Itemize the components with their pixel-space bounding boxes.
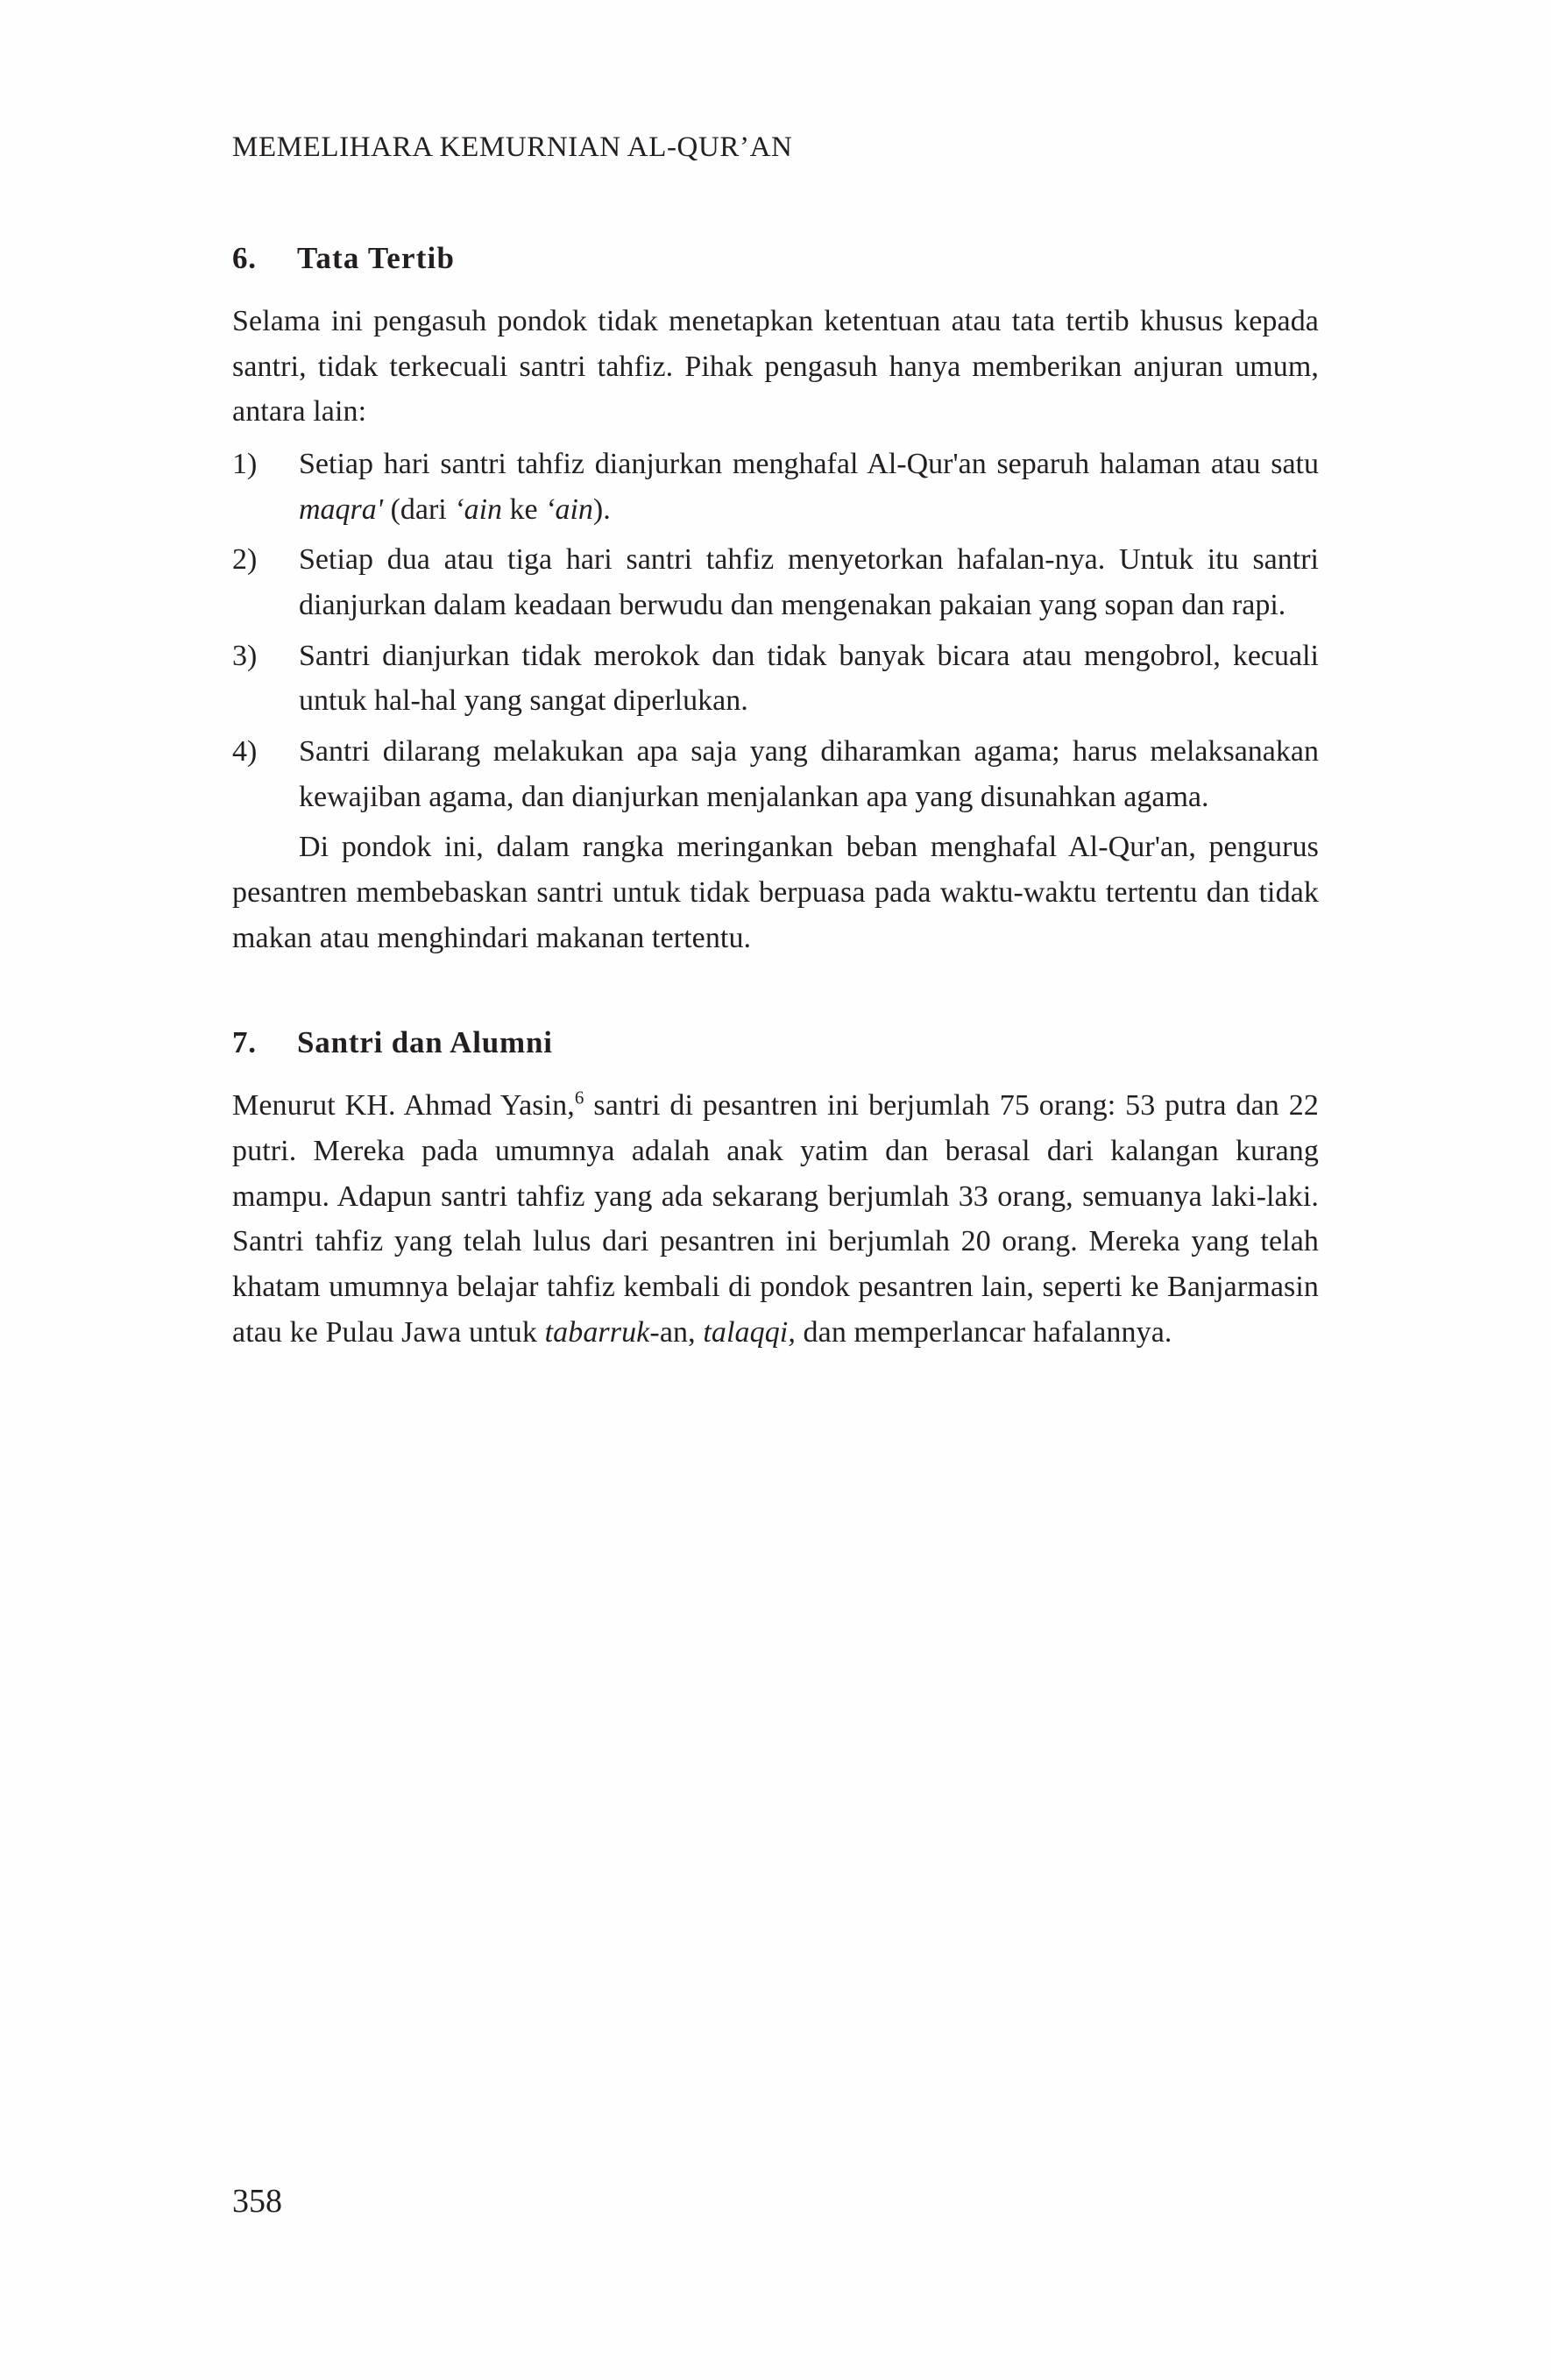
text-run-italic: maqra' bbox=[299, 492, 384, 526]
list-item bbox=[232, 729, 1319, 819]
list-item-text: Setiap dua atau tiga hari santri tahfiz menyetorkan hafalan-nya. Untuk itu santri dianjurkan dalam keadaan berwudu dan mengenakan pakaian yang sopan dan rapi. bbox=[299, 543, 1319, 622]
text-run: ke bbox=[502, 492, 546, 526]
text-run-italic: tabarruk bbox=[544, 1315, 650, 1349]
text-run: Menurut KH. Ahmad Yasin, bbox=[232, 1089, 575, 1123]
paragraph-closing: Di pondok ini, dalam rangka meringankan beban menghafal Al-Qur'an, pengurus pesantren membebaskan santri untuk tidak berpuasa pada waktu-waktu tertentu dan tidak makan atau menghindari makanan tertentu. bbox=[232, 831, 1319, 954]
numbered-list bbox=[232, 442, 1319, 819]
list-marker: 1) bbox=[232, 448, 258, 481]
section-heading-6 bbox=[232, 241, 1319, 276]
list-item bbox=[232, 537, 1319, 627]
paragraph bbox=[232, 1083, 1319, 1355]
text-run: santri di pesantren ini berjumlah 75 orang: 53 putra dan 22 putri. Mereka pada umumnya adalah anak yatim dan berasal dari kalangan kurang mampu. Adapun santri tahfiz yang ada sekarang berjumlah 33 orang, semuanya laki-laki. Santri tahfiz yang telah lulus dari pesantren ini berjumlah 20 orang. Mereka yang telah khatam umumnya belajar tahfiz kembali di pondok pesantren lain, seperti ke Banjarmasin atau ke Pulau Jawa untuk bbox=[232, 1089, 1319, 1349]
list-item-text: Santri dilarang melakukan apa saja yang diharamkan agama; harus melaksanakan kewajiban agama, dan dianjurkan menjalankan apa yang disunahkan agama. bbox=[299, 735, 1319, 813]
text-run: Setiap hari santri tahfiz dianjurkan menghafal Al-Qur'an separuh halaman atau satu bbox=[299, 448, 1319, 481]
text-run-italic: talaqqi, bbox=[703, 1315, 796, 1349]
text-run: (dari bbox=[383, 492, 455, 526]
running-head bbox=[232, 131, 1319, 164]
page-number: 358 bbox=[232, 2183, 282, 2220]
list-marker: 4) bbox=[232, 735, 258, 769]
text-run: dan memperlancar hafalannya. bbox=[795, 1315, 1172, 1349]
section-number: 6. bbox=[232, 241, 257, 275]
text-run-italic: ‘ain bbox=[545, 492, 593, 526]
paragraph: Selama ini pengasuh pondok tidak menetapkan ketentuan atau tata tertib khusus kepada santri, tidak terkecuali santri tahfiz. Pihak pengasuh hanya memberikan anjuran umum, antara lain: bbox=[232, 305, 1319, 429]
list-item bbox=[232, 442, 1319, 532]
text-run: -an, bbox=[649, 1315, 704, 1349]
section-title: Tata Tertib bbox=[297, 241, 456, 275]
section-number: 7. bbox=[232, 1025, 257, 1060]
section-heading-7 bbox=[232, 1025, 1319, 1060]
list-item-text: Santri dianjurkan tidak merokok dan tidak banyak bicara atau mengobrol, kecuali untuk hal-hal yang sangat diperlukan. bbox=[299, 639, 1319, 718]
footnote-reference: 6 bbox=[574, 1087, 584, 1109]
list-item-text bbox=[299, 442, 1319, 532]
list-marker: 3) bbox=[232, 639, 258, 672]
text-run-italic: ‘ain bbox=[454, 492, 503, 526]
text-run: ). bbox=[592, 492, 611, 526]
list-marker: 2) bbox=[232, 543, 258, 577]
page-content bbox=[232, 131, 1319, 1362]
section-spacer bbox=[232, 967, 1319, 1025]
section-title: Santri dan Alumni bbox=[297, 1025, 553, 1060]
running-head-text: MEMELIHARA KEMURNIAN AL-QUR’AN bbox=[232, 131, 793, 163]
list-item bbox=[232, 634, 1319, 724]
